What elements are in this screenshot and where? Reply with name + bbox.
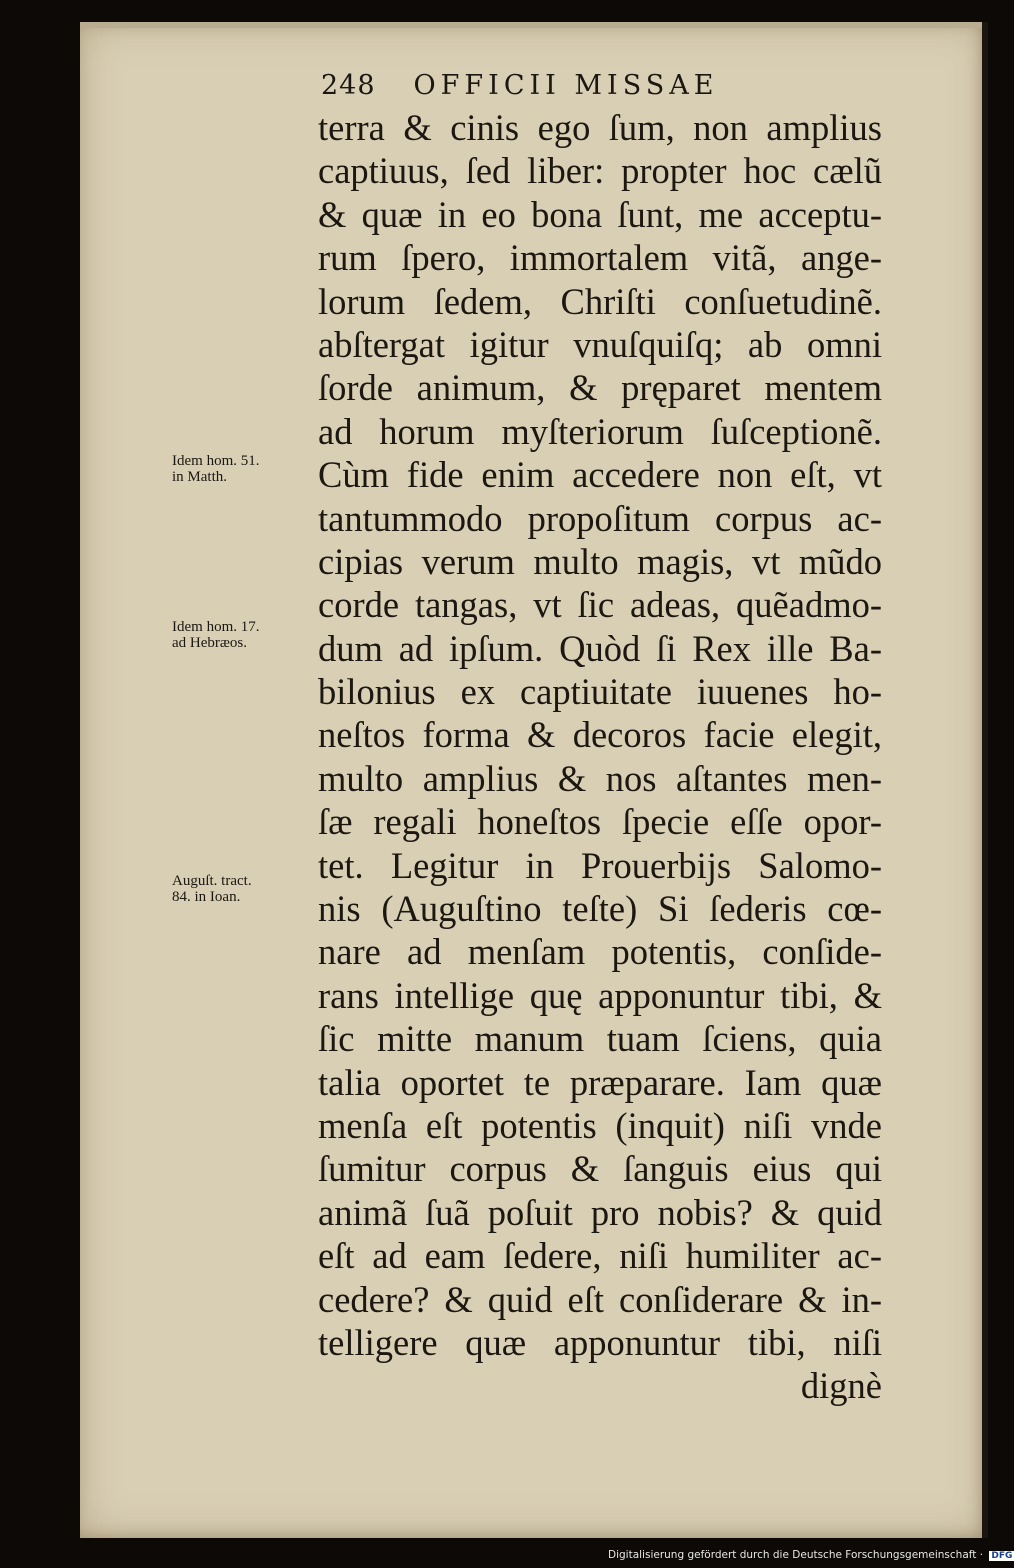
- text-line: ſumitur corpus & ſanguis eius qui: [318, 1148, 882, 1190]
- text-line: tantummodo propoſitum corpus ac-: [318, 497, 882, 539]
- marginal-note-line: Auguſt. tract.: [172, 873, 252, 889]
- text-line: menſa eſt potentis (inquit) niſi vnde: [318, 1104, 882, 1146]
- text-line: corde tangas, vt ſic adeas, quẽadmo-: [318, 584, 882, 626]
- text-line: bilonius ex captiuitate iuuenes ho-: [318, 671, 882, 713]
- text-line: ſæ regali honeſtos ſpecie eſſe opor-: [318, 801, 882, 843]
- text-line: telligere quæ apponuntur tibi, niſi: [318, 1321, 882, 1363]
- text-line: ad horum myſteriorum ſuſceptionẽ.: [318, 410, 882, 452]
- dfg-logo: DFG: [991, 1551, 1013, 1561]
- text-line: cipias verum multo magis, vt mũdo: [318, 540, 882, 582]
- text-line: multo amplius & nos aſtantes men-: [318, 757, 882, 799]
- text-line: captiuus, ſed liber: propter hoc cælũ: [318, 150, 882, 192]
- text-line: nis (Auguſtino teſte) Si ſederis cœ-: [318, 888, 882, 930]
- marginal-note: [172, 873, 252, 905]
- book-page: [80, 22, 988, 1538]
- text-line: rans intellige quę apponuntur tibi, &: [318, 974, 882, 1016]
- marginal-note-line: Idem hom. 51.: [172, 453, 260, 469]
- text-line: lorum ſedem, Chriſti conſuetudinẽ.: [318, 280, 882, 322]
- marginal-note-line: 84. in Ioan.: [172, 889, 241, 905]
- text-line: dum ad ipſum. Quòd ſi Rex ille Ba-: [318, 627, 882, 669]
- catchword: dignè: [800, 1365, 882, 1407]
- credit-text: Digitalisierung gefördert durch die Deutsche Forschungsgemeinschaft: [608, 1549, 977, 1561]
- text-line: ſorde animum, & pręparet mentem: [318, 367, 882, 409]
- text-line: ſic mitte manum tuam ſciens, quia: [318, 1018, 882, 1060]
- text-line: talia oportet te præparare. Iam quæ: [318, 1061, 882, 1103]
- marginal-note-line: in Matth.: [172, 469, 227, 485]
- marginal-note: [172, 619, 260, 651]
- text-line: terra & cinis ego ſum, non amplius: [318, 107, 882, 148]
- text-line: cedere? & quid eſt conſiderare & in-: [318, 1278, 882, 1320]
- text-line: abſtergat igitur vnuſquiſq; ab omni: [318, 323, 882, 365]
- text-line: rum ſpero, immortalem vitã, ange-: [318, 237, 882, 279]
- marginal-note-line: Idem hom. 17.: [172, 619, 260, 635]
- text-line: & quæ in eo bona ſunt, me acceptu-: [318, 193, 882, 235]
- text-line: eſt ad eam ſedere, niſi humiliter ac-: [318, 1235, 882, 1277]
- text-line: nare ad menſam potentis, conſide-: [318, 931, 882, 973]
- digitization-credit: Digitalisierung gefördert durch die Deutsche Forschungsgemeinschaft · DFG: [608, 1549, 1013, 1561]
- text-line: Cùm fide enim accedere non eſt, vt: [318, 454, 882, 496]
- body-text: [318, 106, 882, 1408]
- text-line: tet. Legitur in Prouerbijs Salomo-: [318, 844, 882, 886]
- marginal-note: [172, 453, 260, 485]
- text-line: neſtos forma & decoros facie elegit,: [318, 714, 882, 756]
- text-line: animã ſuã poſuit pro nobis? & quid: [318, 1191, 882, 1233]
- page-number: 248: [321, 70, 376, 101]
- running-title: OFFICII MISSAE: [413, 70, 719, 101]
- marginal-note-line: ad Hebræos.: [172, 635, 247, 651]
- running-head: [321, 70, 881, 101]
- page-edge-shadow: [982, 22, 988, 1538]
